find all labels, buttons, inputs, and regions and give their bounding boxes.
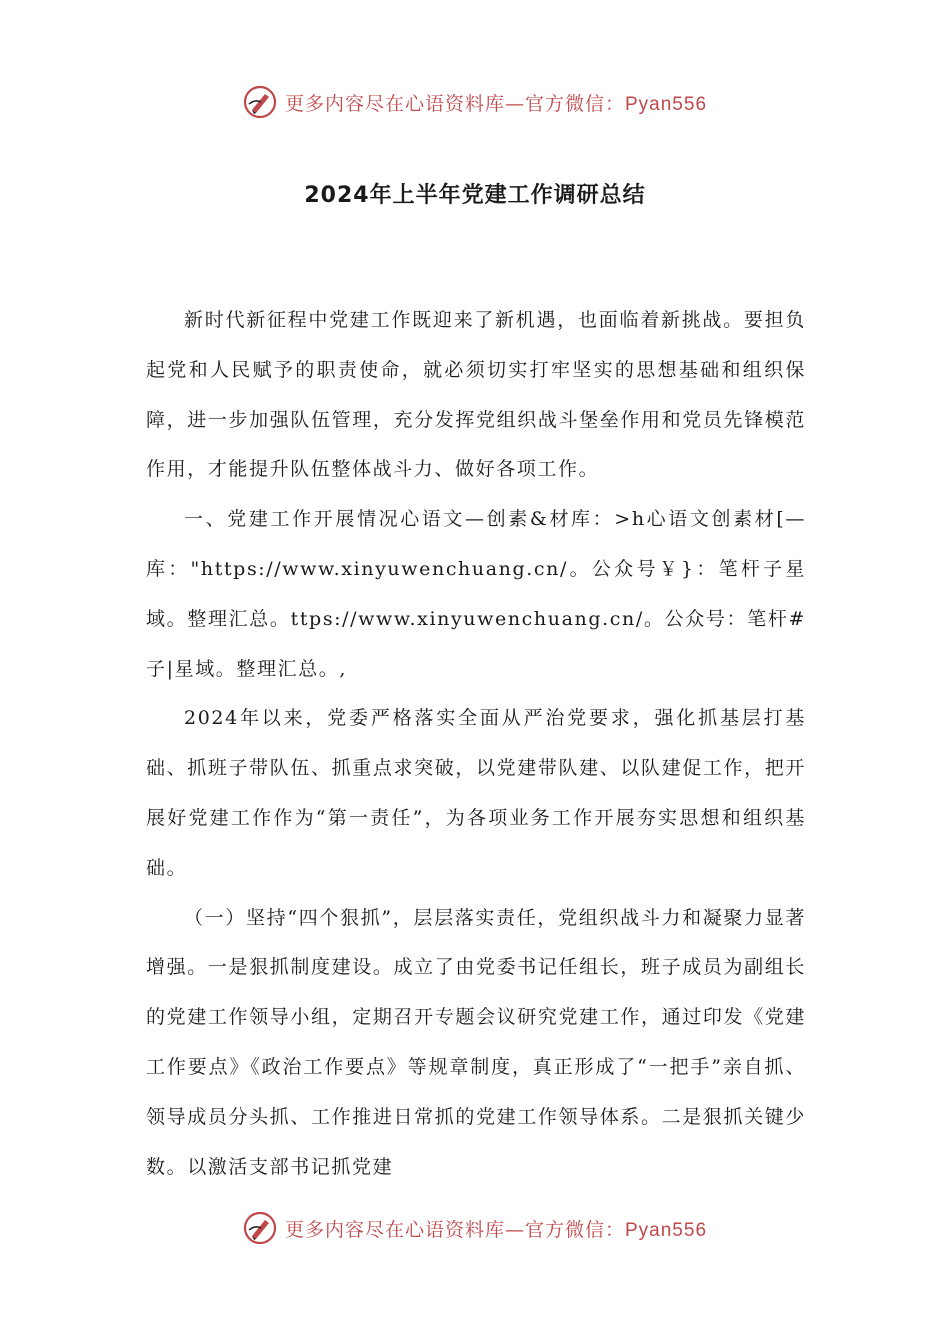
paragraph: 2024年以来，党委严格落实全面从严治党要求，强化抓基层打基础、抓班子带队伍、抓重点求突破，以党建带队建、以队建促工作，把开展好党建工作作为“第一责任”，为各项业务工作开展夯实思想和组织基础。 (146, 707, 806, 879)
wechat-id: Pyan556 (625, 93, 708, 115)
footer-banner-text: 更多内容尽在心语资料库—官方微信：Pyan556 (284, 1218, 708, 1241)
paragraph: 新时代新征程中党建工作既迎来了新机遇，也面临着新挑战。要担负起党和人民赋予的职责使命，就必须切实打牢坚实的思想基础和组织保障，进一步加强队伍管理，充分发挥党组织战斗堡垒作用和党员先锋模范作用，才能提升队伍整体战斗力、做好各项工作。 (146, 309, 806, 481)
paragraph: 一、党建工作开展情况心语文—创素&材库：>h心语文创素材[—库："https://www.xinyuwenchuang.cn/。公众号￥}：笔杆子星域。整理汇总。ttps://www.xinyuwenchuang.cn/。公众号：笔杆#子|星域。整理汇总。, (146, 508, 806, 680)
paragraph: （一）坚持“四个狠抓”，层层落实责任，党组织战斗力和凝聚力显著增强。一是狠抓制度建设。成立了由党委书记任组长，班子成员为副组长的党建工作领导小组，定期召开专题会议研究党建工作，通过印发《党建工作要点》《政治工作要点》等规章制度，真正形成了“一把手”亲自抓、领导成员分头抓、工作推进日常抓的党建工作领导体系。二是狠抓关键少数。以激活支部书记抓党建 (146, 906, 806, 1178)
document-title: 2024年上半年党建工作调研总结 (304, 183, 646, 208)
wechat-id: Pyan556 (625, 1219, 708, 1241)
footer-banner (0, 1208, 950, 1248)
pen-logo-icon (243, 1211, 277, 1245)
header-banner-text: 更多内容尽在心语资料库—官方微信：Pyan556 (284, 92, 708, 115)
document-body (146, 296, 806, 1192)
pen-logo-icon (243, 85, 277, 119)
header-banner (0, 82, 950, 122)
